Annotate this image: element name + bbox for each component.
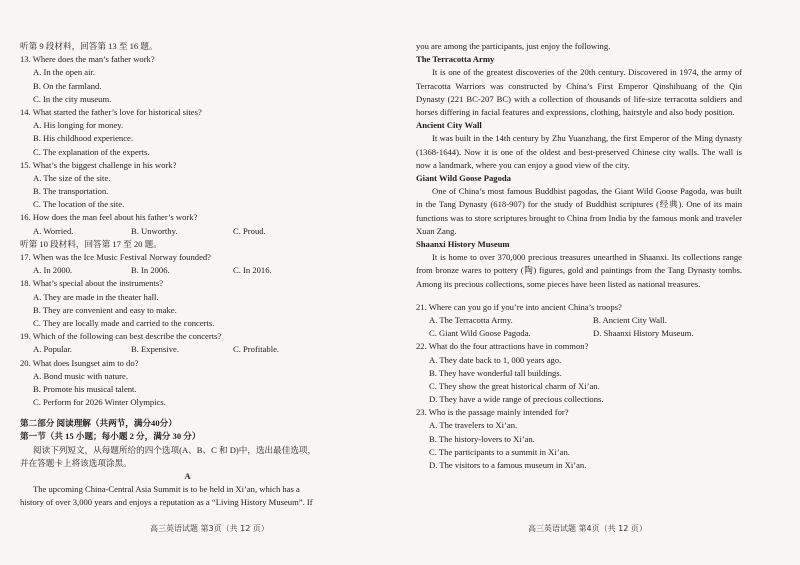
option-23c: C. The participants to a summit in Xi’an. (429, 446, 570, 457)
question-22: 22. What do the four attractions have in common? (416, 341, 589, 352)
option-22c: C. They show the great historical charm of Xi’an. (429, 380, 600, 391)
right-column (416, 40, 742, 472)
option-22b: B. They have wonderful tall buildings. (429, 367, 562, 378)
options-19 (20, 343, 355, 356)
question-20: 20. What does Isungset aim to do? (20, 357, 139, 368)
option-14a: A. His longing for money. (33, 120, 124, 131)
option-19a: A. Popular. (33, 344, 72, 355)
part2-heading: 第二部分 阅读理解（共两节，满分40分） (20, 418, 177, 429)
option-21b: B. Ancient City Wall. (593, 314, 667, 325)
question-16: 16. How does the man feel about his father’s work? (20, 212, 198, 223)
listening-instruction-9: 听第 9 段材料，回答第 13 至 16 题。 (20, 41, 158, 51)
question-23: 23. Who is the passage mainly intended for? (416, 407, 569, 418)
page-footer-left: 高三英语试题 第3页（共 12 页） (150, 524, 269, 533)
option-23b: B. The history-lovers to Xi’an. (429, 433, 535, 444)
left-column (20, 40, 355, 510)
option-18b: B. They are convenient and easy to make. (33, 304, 177, 315)
option-21c: C. Giant Wild Goose Pagoda. (429, 328, 531, 339)
options-16 (20, 225, 355, 238)
option-16c: C. Proud. (233, 225, 266, 236)
option-15c: C. The location of the site. (33, 199, 125, 210)
page-footer-right: 高三英语试题 第4页（共 12 页） (528, 524, 647, 533)
option-18a: A. They are made in the theater hall. (33, 291, 159, 302)
option-19c: C. Profitable. (233, 344, 280, 355)
question-17: 17. When was the Ice Music Festival Norway founded? (20, 252, 212, 262)
question-13: 13. Where does the man’s father work? (20, 54, 155, 65)
option-16a: A. Worried. (33, 225, 74, 236)
option-21d: D. Shaanxi History Museum. (593, 328, 694, 339)
option-21a: A. The Terracotta Army. (429, 314, 513, 325)
option-22a: A. They date back to 1, 000 years ago. (429, 354, 562, 365)
option-23a: A. The travelers to Xi’an. (429, 420, 518, 431)
options-21-row2 (416, 327, 742, 340)
option-17c: C. In 2016. (233, 265, 272, 276)
option-13b: B. On the farmland. (33, 80, 102, 91)
heading-giant-wild-goose-pagoda: Giant Wild Goose Pagoda (416, 172, 511, 183)
option-15b: B. The transportation. (33, 186, 109, 197)
options-21-row1 (416, 314, 742, 327)
passage-letter: A (184, 471, 191, 481)
option-16b: B. Unworthy. (131, 225, 178, 236)
paragraph-shaanxi-history-museum: It is home to over 370,000 precious treasures unearthed in Shaanxi. Its collections range from bronze wares to pottery (陶) figures, gold and paintings from the Tang Dynasty tombs. Among its precious collections, some pieces have been listed as national treasures. (416, 252, 742, 289)
options-17 (20, 264, 355, 277)
question-21: 21. Where can you go if you’re into ancient China’s troops? (416, 301, 622, 312)
question-18: 18. What’s special about the instruments? (20, 278, 164, 289)
passage-a-line1: The upcoming China-Central Asia Summit is to be held in Xi’an, which has a (33, 484, 300, 495)
option-17a: A. In 2000. (33, 265, 73, 276)
option-20b: B. Promote his musical talent. (33, 383, 137, 394)
option-19b: B. Expensive. (131, 344, 179, 355)
option-22d: D. They have a wide range of precious collections. (429, 394, 604, 405)
option-15a: A. The size of the site. (33, 172, 111, 183)
option-17b: B. In 2006. (131, 265, 170, 276)
option-14c: C. The explanation of the experts. (33, 146, 150, 157)
heading-terracotta-army: The Terracotta Army (416, 54, 495, 65)
option-20a: A. Bond music with nature. (33, 370, 128, 381)
option-20c: C. Perform for 2026 Winter Olympics. (33, 397, 166, 408)
option-13a: A. In the open air. (33, 67, 96, 78)
section1-heading: 第一节（共 15 小题；每小题 2 分，满分 30 分） (20, 431, 201, 442)
option-18c: C. They are locally made and carried to the concerts. (33, 317, 215, 328)
option-14b: B. His childhood experience. (33, 133, 133, 144)
passage-a-line2: history of over 3,000 years and enjoys a reputation as a “Living History Museum”. If (20, 497, 313, 508)
listening-instruction-10: 听第 10 段材料，回答第 17 至 20 题。 (20, 238, 162, 249)
passage-continuation: you are among the participants, just enjoy the following. (416, 41, 611, 51)
option-13c: C. In the city museum. (33, 93, 112, 104)
paragraph-giant-wild-goose-pagoda: One of China’s most famous Buddhist pagodas, the Giant Wild Goose Pagoda, was built in the Tang Dynasty (618-907) for the study of Buddhist scriptures (经典). One of its main functions was to store scriptures brought to China from India by the famous monk and traveler Xuan Zang. (416, 186, 742, 236)
paragraph-ancient-city-wall: It was built in the 14th century by Zhu Yuanzhang, the first Emperor of the Ming dynasty (1368-1644). Now it is one of the oldest and best-preserved Chinese city walls. The wall is now a landmark, where you can enjoy a good view of the city. (416, 133, 742, 170)
question-14: 14. What started the father’s love for historical sites? (20, 106, 202, 117)
reading-instruction-line2: 并在答题卡上将该选项涂黑。 (20, 457, 132, 468)
heading-shaanxi-history-museum: Shaanxi History Museum (416, 238, 510, 249)
option-23d: D. The visitors to a famous museum in Xi’an. (429, 460, 587, 471)
reading-instruction-line1: 阅读下列短文，从每题所给的四个选项(A、B、C 和 D)中，选出最佳选项， (33, 444, 317, 455)
heading-ancient-city-wall: Ancient City Wall (416, 120, 482, 131)
question-19: 19. Which of the following can best describe the concerts? (20, 331, 222, 342)
paragraph-terracotta-army: It is one of the greatest discoveries of the 20th century. Discovered in 1974, the army of Terracotta Warriors was constructed by China’s First Emperor Qinshihuang of the Qin Dynasty (221 BC-207 BC) with a collection of thousands of life-size terracotta soldiers and horses differing in facial features and expressions, clothing, hairstyle and also body position. (416, 67, 742, 117)
question-15: 15. What’s the biggest challenge in his work? (20, 159, 177, 170)
